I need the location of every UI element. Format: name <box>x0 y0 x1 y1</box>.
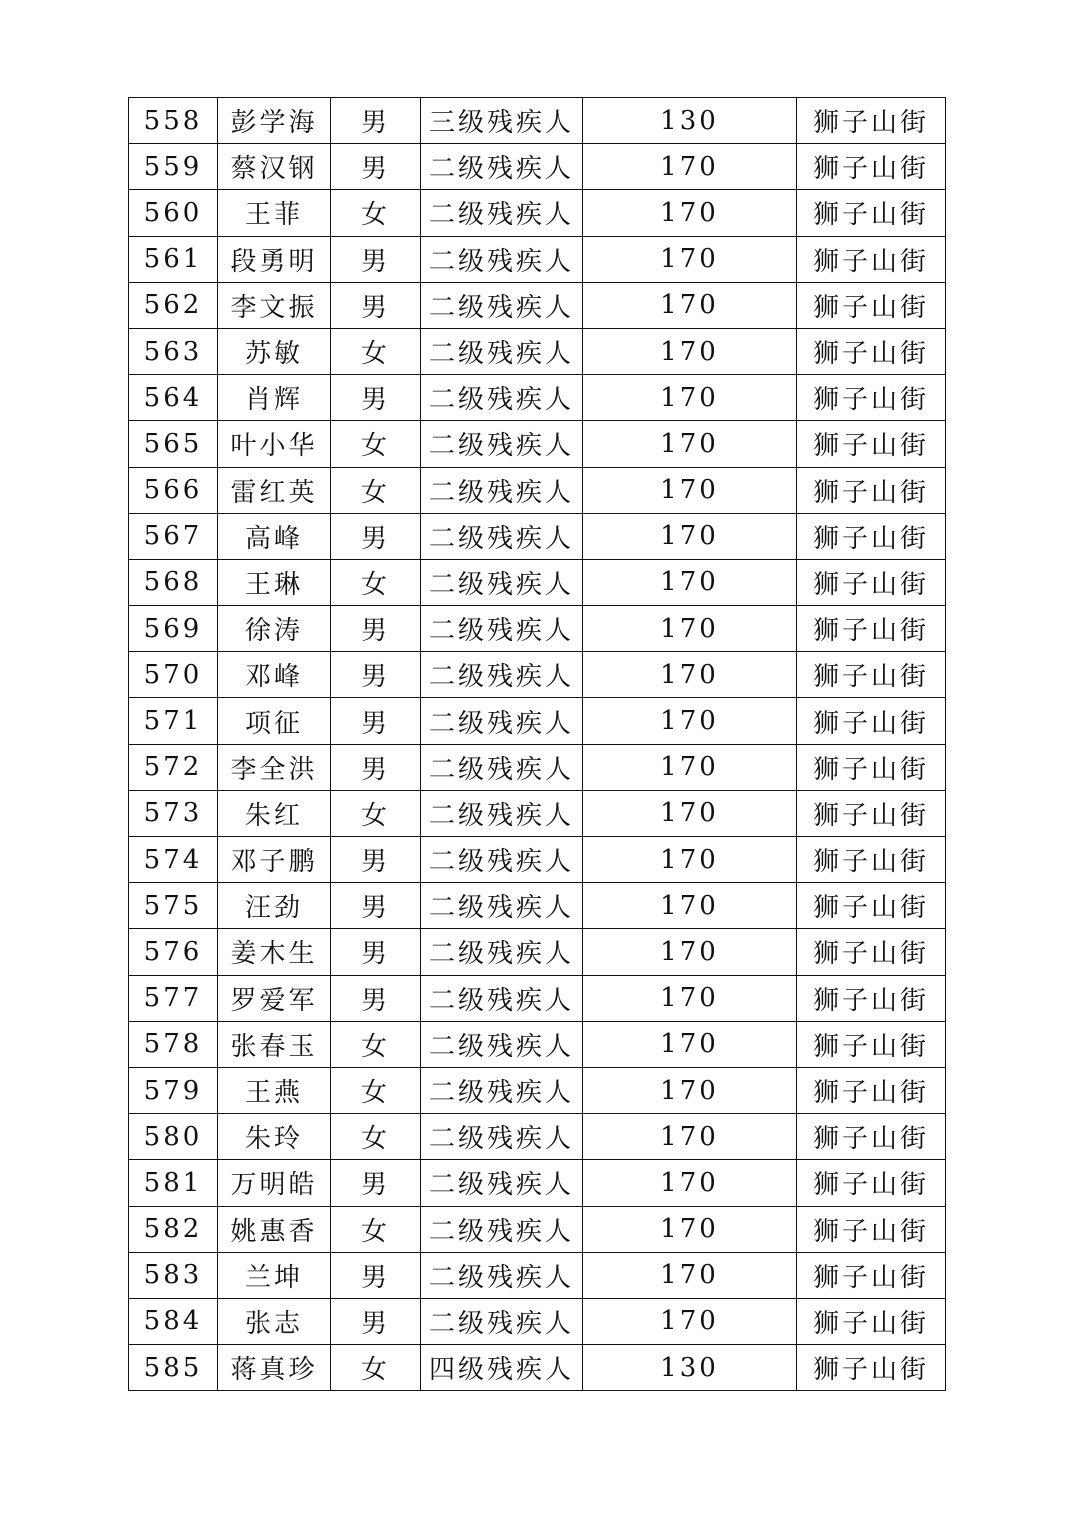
name-cell: 叶小华 <box>218 421 331 467</box>
row-number-cell: 583 <box>129 1252 218 1298</box>
gender-cell: 男 <box>331 282 421 328</box>
street-cell: 狮子山街 <box>797 652 946 698</box>
street-cell: 狮子山街 <box>797 375 946 421</box>
table-row <box>129 190 946 236</box>
street-cell: 狮子山街 <box>797 559 946 605</box>
gender-cell: 男 <box>331 744 421 790</box>
row-number-cell: 582 <box>129 1206 218 1252</box>
street-cell: 狮子山街 <box>797 513 946 559</box>
table-row <box>129 790 946 836</box>
amount-cell: 170 <box>583 744 797 790</box>
amount-cell: 170 <box>583 837 797 883</box>
disability-grade-cell: 二级残疾人 <box>421 236 583 282</box>
name-cell: 雷红英 <box>218 467 331 513</box>
gender-cell: 男 <box>331 929 421 975</box>
gender-cell: 女 <box>331 1114 421 1160</box>
amount-cell: 170 <box>583 144 797 190</box>
disability-grade-cell: 二级残疾人 <box>421 698 583 744</box>
roster-table-body <box>129 98 946 1391</box>
table-row <box>129 513 946 559</box>
amount-cell: 170 <box>583 1114 797 1160</box>
row-number-cell: 580 <box>129 1114 218 1160</box>
row-number-cell: 571 <box>129 698 218 744</box>
disability-grade-cell: 四级残疾人 <box>421 1345 583 1391</box>
row-number-cell: 573 <box>129 790 218 836</box>
disability-grade-cell: 二级残疾人 <box>421 375 583 421</box>
name-cell: 朱红 <box>218 790 331 836</box>
table-row <box>129 1206 946 1252</box>
street-cell: 狮子山街 <box>797 1160 946 1206</box>
gender-cell: 女 <box>331 467 421 513</box>
row-number-cell: 578 <box>129 1021 218 1067</box>
row-number-cell: 564 <box>129 375 218 421</box>
row-number-cell: 569 <box>129 606 218 652</box>
street-cell: 狮子山街 <box>797 698 946 744</box>
street-cell: 狮子山街 <box>797 1298 946 1344</box>
disability-grade-cell: 二级残疾人 <box>421 1252 583 1298</box>
table-row <box>129 1345 946 1391</box>
name-cell: 苏敏 <box>218 328 331 374</box>
amount-cell: 170 <box>583 698 797 744</box>
disability-grade-cell: 二级残疾人 <box>421 652 583 698</box>
disability-grade-cell: 三级残疾人 <box>421 98 583 144</box>
row-number-cell: 563 <box>129 328 218 374</box>
table-row <box>129 421 946 467</box>
street-cell: 狮子山街 <box>797 236 946 282</box>
name-cell: 高峰 <box>218 513 331 559</box>
disability-grade-cell: 二级残疾人 <box>421 1021 583 1067</box>
name-cell: 王燕 <box>218 1067 331 1113</box>
gender-cell: 男 <box>331 1160 421 1206</box>
table-row <box>129 1160 946 1206</box>
row-number-cell: 581 <box>129 1160 218 1206</box>
street-cell: 狮子山街 <box>797 744 946 790</box>
gender-cell: 男 <box>331 606 421 652</box>
disability-grade-cell: 二级残疾人 <box>421 421 583 467</box>
name-cell: 姜木生 <box>218 929 331 975</box>
name-cell: 张春玉 <box>218 1021 331 1067</box>
amount-cell: 170 <box>583 1021 797 1067</box>
row-number-cell: 572 <box>129 744 218 790</box>
table-row <box>129 144 946 190</box>
disability-grade-cell: 二级残疾人 <box>421 144 583 190</box>
gender-cell: 女 <box>331 1206 421 1252</box>
amount-cell: 170 <box>583 236 797 282</box>
amount-cell: 170 <box>583 513 797 559</box>
amount-cell: 130 <box>583 98 797 144</box>
disability-grade-cell: 二级残疾人 <box>421 1206 583 1252</box>
name-cell: 汪劲 <box>218 883 331 929</box>
disability-grade-cell: 二级残疾人 <box>421 190 583 236</box>
row-number-cell: 570 <box>129 652 218 698</box>
gender-cell: 男 <box>331 975 421 1021</box>
amount-cell: 170 <box>583 975 797 1021</box>
row-number-cell: 558 <box>129 98 218 144</box>
street-cell: 狮子山街 <box>797 98 946 144</box>
street-cell: 狮子山街 <box>797 1345 946 1391</box>
amount-cell: 170 <box>583 467 797 513</box>
gender-cell: 女 <box>331 1021 421 1067</box>
gender-cell: 男 <box>331 837 421 883</box>
disability-grade-cell: 二级残疾人 <box>421 744 583 790</box>
table-row <box>129 744 946 790</box>
row-number-cell: 566 <box>129 467 218 513</box>
table-row <box>129 652 946 698</box>
table-row <box>129 375 946 421</box>
table-row <box>129 328 946 374</box>
table-row <box>129 467 946 513</box>
disability-grade-cell: 二级残疾人 <box>421 837 583 883</box>
street-cell: 狮子山街 <box>797 282 946 328</box>
row-number-cell: 575 <box>129 883 218 929</box>
amount-cell: 170 <box>583 606 797 652</box>
row-number-cell: 561 <box>129 236 218 282</box>
name-cell: 王琳 <box>218 559 331 605</box>
street-cell: 狮子山街 <box>797 1114 946 1160</box>
row-number-cell: 562 <box>129 282 218 328</box>
disability-grade-cell: 二级残疾人 <box>421 1298 583 1344</box>
street-cell: 狮子山街 <box>797 1021 946 1067</box>
row-number-cell: 576 <box>129 929 218 975</box>
street-cell: 狮子山街 <box>797 328 946 374</box>
table-row <box>129 837 946 883</box>
gender-cell: 女 <box>331 1067 421 1113</box>
amount-cell: 170 <box>583 1160 797 1206</box>
gender-cell: 男 <box>331 883 421 929</box>
disability-grade-cell: 二级残疾人 <box>421 1160 583 1206</box>
gender-cell: 男 <box>331 698 421 744</box>
street-cell: 狮子山街 <box>797 929 946 975</box>
disability-grade-cell: 二级残疾人 <box>421 328 583 374</box>
disability-grade-cell: 二级残疾人 <box>421 975 583 1021</box>
roster-table <box>128 97 946 1391</box>
disability-grade-cell: 二级残疾人 <box>421 282 583 328</box>
disability-grade-cell: 二级残疾人 <box>421 929 583 975</box>
name-cell: 邓子鹏 <box>218 837 331 883</box>
name-cell: 蒋真珍 <box>218 1345 331 1391</box>
street-cell: 狮子山街 <box>797 467 946 513</box>
row-number-cell: 577 <box>129 975 218 1021</box>
gender-cell: 男 <box>331 513 421 559</box>
row-number-cell: 584 <box>129 1298 218 1344</box>
disability-grade-cell: 二级残疾人 <box>421 606 583 652</box>
name-cell: 李全洪 <box>218 744 331 790</box>
disability-grade-cell: 二级残疾人 <box>421 467 583 513</box>
street-cell: 狮子山街 <box>797 975 946 1021</box>
row-number-cell: 560 <box>129 190 218 236</box>
amount-cell: 170 <box>583 421 797 467</box>
gender-cell: 男 <box>331 1252 421 1298</box>
amount-cell: 170 <box>583 1298 797 1344</box>
table-row <box>129 975 946 1021</box>
gender-cell: 男 <box>331 1298 421 1344</box>
street-cell: 狮子山街 <box>797 190 946 236</box>
disability-grade-cell: 二级残疾人 <box>421 883 583 929</box>
table-row <box>129 1298 946 1344</box>
table-row <box>129 236 946 282</box>
table-row <box>129 1021 946 1067</box>
name-cell: 朱玲 <box>218 1114 331 1160</box>
amount-cell: 170 <box>583 282 797 328</box>
name-cell: 万明皓 <box>218 1160 331 1206</box>
amount-cell: 130 <box>583 1345 797 1391</box>
disability-grade-cell: 二级残疾人 <box>421 1114 583 1160</box>
street-cell: 狮子山街 <box>797 790 946 836</box>
amount-cell: 170 <box>583 559 797 605</box>
street-cell: 狮子山街 <box>797 837 946 883</box>
gender-cell: 女 <box>331 790 421 836</box>
row-number-cell: 574 <box>129 837 218 883</box>
name-cell: 李文振 <box>218 282 331 328</box>
table-row <box>129 98 946 144</box>
street-cell: 狮子山街 <box>797 1067 946 1113</box>
gender-cell: 女 <box>331 328 421 374</box>
disability-grade-cell: 二级残疾人 <box>421 513 583 559</box>
amount-cell: 170 <box>583 375 797 421</box>
amount-cell: 170 <box>583 1252 797 1298</box>
row-number-cell: 565 <box>129 421 218 467</box>
name-cell: 彭学海 <box>218 98 331 144</box>
row-number-cell: 567 <box>129 513 218 559</box>
amount-cell: 170 <box>583 328 797 374</box>
table-row <box>129 883 946 929</box>
gender-cell: 女 <box>331 190 421 236</box>
row-number-cell: 579 <box>129 1067 218 1113</box>
street-cell: 狮子山街 <box>797 606 946 652</box>
table-row <box>129 929 946 975</box>
amount-cell: 170 <box>583 929 797 975</box>
gender-cell: 男 <box>331 98 421 144</box>
gender-cell: 男 <box>331 652 421 698</box>
amount-cell: 170 <box>583 790 797 836</box>
name-cell: 罗爱军 <box>218 975 331 1021</box>
table-row <box>129 559 946 605</box>
amount-cell: 170 <box>583 883 797 929</box>
name-cell: 张志 <box>218 1298 331 1344</box>
row-number-cell: 568 <box>129 559 218 605</box>
disability-grade-cell: 二级残疾人 <box>421 559 583 605</box>
name-cell: 王菲 <box>218 190 331 236</box>
name-cell: 徐涛 <box>218 606 331 652</box>
name-cell: 兰坤 <box>218 1252 331 1298</box>
row-number-cell: 559 <box>129 144 218 190</box>
gender-cell: 男 <box>331 236 421 282</box>
row-number-cell: 585 <box>129 1345 218 1391</box>
street-cell: 狮子山街 <box>797 421 946 467</box>
street-cell: 狮子山街 <box>797 144 946 190</box>
disability-grade-cell: 二级残疾人 <box>421 1067 583 1113</box>
amount-cell: 170 <box>583 1067 797 1113</box>
table-row <box>129 1252 946 1298</box>
gender-cell: 女 <box>331 421 421 467</box>
amount-cell: 170 <box>583 1206 797 1252</box>
name-cell: 项征 <box>218 698 331 744</box>
table-row <box>129 1114 946 1160</box>
street-cell: 狮子山街 <box>797 1252 946 1298</box>
table-row <box>129 282 946 328</box>
name-cell: 邓峰 <box>218 652 331 698</box>
disability-grade-cell: 二级残疾人 <box>421 790 583 836</box>
name-cell: 姚惠香 <box>218 1206 331 1252</box>
street-cell: 狮子山街 <box>797 1206 946 1252</box>
name-cell: 肖辉 <box>218 375 331 421</box>
table-row <box>129 698 946 744</box>
table-row <box>129 606 946 652</box>
street-cell: 狮子山街 <box>797 883 946 929</box>
gender-cell: 男 <box>331 144 421 190</box>
gender-cell: 女 <box>331 559 421 605</box>
name-cell: 蔡汉钢 <box>218 144 331 190</box>
name-cell: 段勇明 <box>218 236 331 282</box>
amount-cell: 170 <box>583 652 797 698</box>
gender-cell: 女 <box>331 1345 421 1391</box>
gender-cell: 男 <box>331 375 421 421</box>
amount-cell: 170 <box>583 190 797 236</box>
table-row <box>129 1067 946 1113</box>
